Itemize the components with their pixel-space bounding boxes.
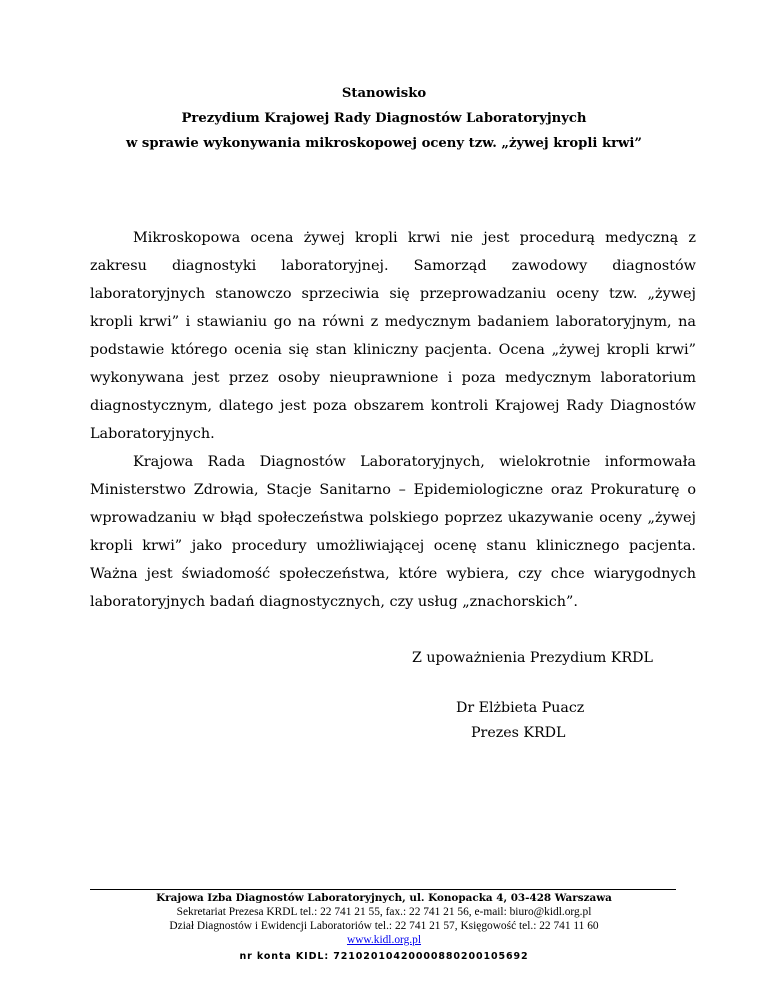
footer-organization: Krajowa Izba Diagnostów Laboratoryjnych, ul. Konopacka 4, 03-428 Warszawa [156,892,612,904]
footer-department: Dział Diagnostów i Ewidencji Laboratoriów tel.: 22 741 21 57, Księgowość tel.: 22 741 11 60 [169,920,599,932]
document-body [90,224,696,616]
document-heading: Stanowisko [341,86,427,101]
body-paragraph-1: Mikroskopowa ocena żywej kropli krwi nie jest procedurą medyczną z zakresu diagnostyki laboratoryjnej. Samorząd zawodowy diagnostów laboratoryjnych stanowczo sprzeciwia się przeprowadzaniu oceny tzw. „żywej kropli krwi” i stawianiu go na równi z medycznym badaniem laboratoryjnym, na podstawie którego ocenia się stan kliniczny pacjenta. Ocena „żywej kropli krwi” wykonywana jest przez osoby nieuprawnione i poza medycznym laboratorium diagnostycznym, dlatego jest poza obszarem kontroli Krajowej Rady Diagnostów Laboratoryjnych. [90,230,696,442]
footer-website-line [0,934,768,946]
footer-bank-account: nr konta KIDL: 72102010420000880200105692 [239,951,529,962]
footer-divider [90,889,676,890]
footer-secretariat: Sekretariat Prezesa KRDL tel.: 22 741 21 55, fax.: 22 741 21 56, e-mail: biuro@kidl.org.pl [176,906,592,918]
signature-name: Dr Elżbieta Puacz [456,700,585,716]
signature-title: Prezes KRDL [471,725,566,741]
document-subject: w sprawie wykonywania mikroskopowej oceny tzw. „żywej kropli krwi” [125,136,642,151]
website-link[interactable]: www.kidl.org.pl [346,934,422,946]
body-paragraph-2: Krajowa Rada Diagnostów Laboratoryjnych, wielokrotnie informowała Ministerstwo Zdrowia, Stacje Sanitarno – Epidemiologiczne oraz Prokuraturę o wprowadzaniu w błąd społeczeństwa polskiego poprzez ukazywanie oceny „żywej kropli krwi” jako procedury umożliwiającej ocenę stanu klinicznego pacjenta. Ważna jest świadomość społeczeństwa, które wybiera, czy chce wiarygodnych laboratoryjnych badań diagnostycznych, czy usług „znachorskich”. [90,454,696,610]
document-issuer: Prezydium Krajowej Rady Diagnostów Laboratoryjnych [181,111,587,126]
signature-authorization: Z upoważnienia Prezydium KRDL [412,650,653,666]
